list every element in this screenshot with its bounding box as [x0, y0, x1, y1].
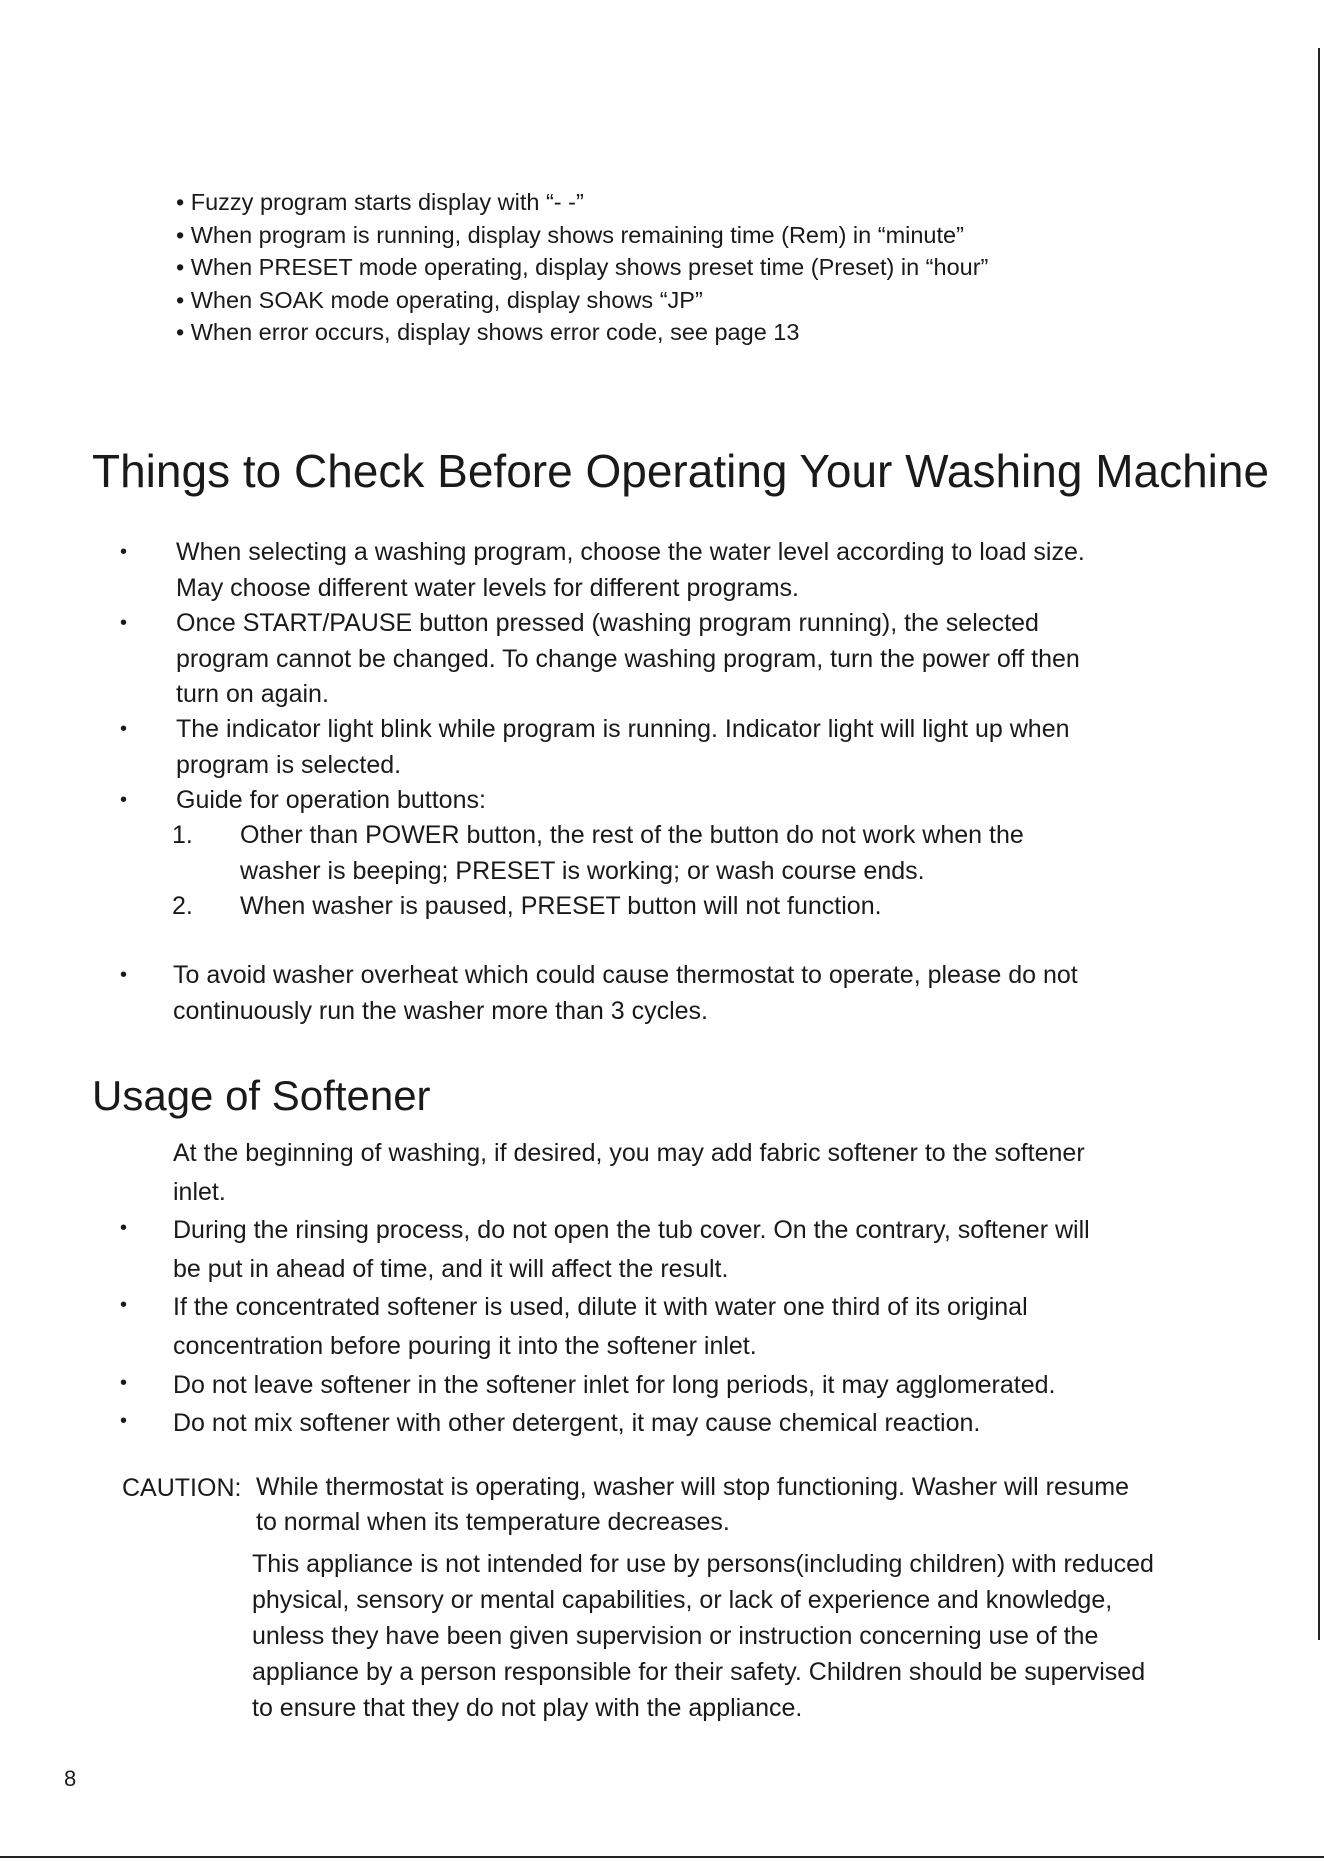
bullet-marker: •	[120, 541, 128, 563]
text-line: Once START/PAUSE button pressed (washing program running), the selected	[176, 609, 1039, 637]
bullet-marker: •	[120, 612, 128, 634]
bullet-marker: •	[120, 1294, 128, 1316]
softener-intro	[173, 1134, 1085, 1211]
check-item-water-level	[176, 535, 1085, 606]
text-line: May choose different water levels for different programs.	[176, 573, 799, 602]
text-line: concentration before pouring it into the softener inlet.	[173, 1331, 757, 1360]
text-line: turn on again.	[176, 680, 329, 708]
text-line: program cannot be changed. To change washing program, turn the power off then	[176, 644, 1080, 673]
caution-label: CAUTION:	[122, 1474, 242, 1502]
text-line: Other than POWER button, the rest of the button do not work when the	[240, 821, 1024, 849]
check-item-overheat	[173, 958, 1078, 1029]
bullet-marker: •	[120, 718, 128, 740]
bullet-marker: •	[120, 1372, 128, 1394]
caution-appliance-notice	[252, 1546, 1154, 1726]
guide-sub-item-power	[240, 818, 1024, 889]
softener-item-concentrated	[173, 1288, 1028, 1365]
page-edge-rule	[1318, 48, 1320, 1640]
page-bottom-rule	[0, 1856, 1324, 1858]
text-line: inlet.	[173, 1177, 226, 1206]
softener-item-mix: Do not mix softener with other detergent, it may cause chemical reaction.	[173, 1409, 981, 1437]
text-line: During the rinsing process, do not open the tub cover. On the contrary, softener will	[173, 1216, 1090, 1244]
text-line: At the beginning of washing, if desired, you may add fabric softener to the softener	[173, 1139, 1085, 1167]
caution-thermostat	[256, 1470, 1129, 1540]
sub-item-number: 1.	[172, 821, 193, 849]
text-line: unless they have been given supervision or instruction concerning use of the	[252, 1622, 1099, 1650]
text-line: This appliance is not intended for use by persons(including children) with reduced	[252, 1550, 1154, 1578]
guide-sub-item-paused: When washer is paused, PRESET button will not function.	[240, 892, 882, 920]
page-number: 8	[64, 1766, 77, 1791]
list-item: • When program is running, display shows remaining time (Rem) in “minute”	[176, 221, 964, 248]
text-line: While thermostat is operating, washer will stop functioning. Washer will resume	[256, 1473, 1130, 1501]
check-item-indicator-light	[176, 712, 1070, 783]
text-line: When selecting a washing program, choose the water level according to load size.	[176, 538, 1085, 566]
text-line: The indicator light blink while program is running. Indicator light will light up when	[176, 715, 1070, 743]
softener-item-rinsing	[173, 1211, 1090, 1288]
sub-item-number: 2.	[172, 892, 193, 920]
text-line: to normal when its temperature decreases.	[256, 1508, 730, 1536]
list-item: • Fuzzy program starts display with “- -”	[176, 189, 584, 215]
bullet-marker: •	[120, 1217, 128, 1239]
check-item-start-pause	[176, 606, 1080, 713]
bullet-marker: •	[120, 789, 128, 811]
text-line: To avoid washer overheat which could cause thermostat to operate, please do not	[173, 961, 1078, 989]
list-item: • When PRESET mode operating, display shows preset time (Preset) in “hour”	[176, 254, 989, 280]
text-line: washer is beeping; PRESET is working; or wash course ends.	[240, 856, 925, 885]
text-line: be put in ahead of time, and it will affect the result.	[173, 1254, 729, 1283]
display-info-list	[176, 186, 988, 349]
list-item: • When error occurs, display shows error code, see page 13	[176, 319, 800, 345]
text-line: continuously run the washer more than 3 cycles.	[173, 996, 708, 1025]
text-line: to ensure that they do not play with the appliance.	[252, 1694, 803, 1722]
bullet-marker: •	[120, 1410, 128, 1432]
text-line: physical, sensory or mental capabilities, or lack of experience and knowledge,	[252, 1586, 1113, 1614]
softener-item-leave: Do not leave softener in the softener inlet for long periods, it may agglomerated.	[173, 1371, 1056, 1399]
text-line: program is selected.	[176, 750, 402, 779]
section-heading-softener: Usage of Softener	[92, 1072, 431, 1119]
text-line: If the concentrated softener is used, dilute it with water one third of its original	[173, 1293, 1028, 1321]
bullet-marker: •	[120, 964, 128, 986]
section-heading-checks: Things to Check Before Operating Your Washing Machine	[92, 445, 1270, 497]
check-item-guide: Guide for operation buttons:	[176, 786, 486, 814]
list-item: • When SOAK mode operating, display shows “JP”	[176, 286, 703, 313]
text-line: appliance by a person responsible for their safety. Children should be supervised	[252, 1658, 1146, 1686]
